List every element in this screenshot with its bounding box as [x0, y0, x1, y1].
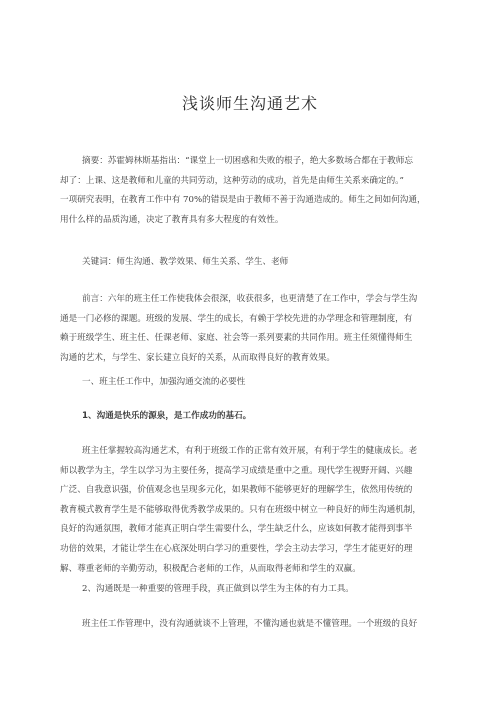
subsection-heading: 2、沟通既是一种重要的管理手段，真正做到以学生为主体的有力工具。: [82, 584, 354, 594]
body-1-paragraph: [60, 442, 444, 579]
document-title: 浅谈师生沟通艺术: [181, 94, 318, 113]
preface-line: 前言：六年的班主任工作使我体会很深，收获很多，也更清楚了在工作中，学会与学生沟: [82, 294, 418, 304]
body-line: 广泛、自我意识强，价值观念也呈现多元化，如果教师不能够更好的理解学生，依然用传统的: [60, 485, 413, 496]
sub-2-heading: [60, 580, 444, 600]
body-line: 良好的沟通氛围，教师才能真正明白学生需要什么，学生缺乏什么，应该如何教才能得到事半: [60, 524, 413, 535]
preface-line: 沟通的艺术，与学生、家长建立良好的关系，从而取得良好的教育效果。: [60, 352, 336, 363]
body-line: 班主任工作管理中，没有沟通就谈不上管理，不懂沟通也就是不懂管理。一个班级的良好: [82, 619, 418, 629]
body-line: 师以教学为主，学生以学习为主要任务，提高学习成绩是重中之重。现代学生视野开阔、兴趣: [60, 465, 413, 476]
subsection-heading: 1、沟通是快乐的源泉，是工作成功的基石。: [82, 411, 252, 421]
abstract-line: 摘要：苏霍姆林斯基指出：“课堂上一切困惑和失败的根子，绝大多数场合都在于教师忘: [82, 156, 413, 166]
abstract-line: 一项研究表明，在教育工作中有 70%的错误是由于教师不善于沟通造成的。师生之间如何沟通，: [60, 195, 426, 206]
preface-paragraph: [60, 290, 444, 368]
abstract-line: 用什么样的品质沟通，决定了教育具有多大程度的有效性。: [60, 214, 284, 225]
abstract-line: 却了：上课、这是教师和儿童的共同劳动，这种劳动的成功，首先是由师生关系来确定的。”: [60, 175, 404, 186]
sub-1-heading: [60, 407, 444, 427]
keywords-line: 关键词：师生沟通、教学效果、师生关系、学生、老师: [82, 257, 289, 267]
abstract-paragraph: [60, 152, 444, 230]
body-line: 班主任掌握较高沟通艺术，有利于班级工作的正常有效开展，有利于学生的健康成长。老: [82, 446, 418, 456]
preface-line: 通是一门必修的课题。班级的发展、学生的成长，有赖于学校先进的办学理念和管理制度，有: [60, 313, 413, 324]
section-1-heading: [60, 373, 444, 393]
keywords-paragraph: [60, 253, 444, 273]
body-line: 教育模式教育学生是不能够取得优秀教学成果的。只有在班级中树立一种良好的师生沟通机制，: [60, 504, 421, 515]
body-line: 解、尊重老师的辛勤劳动，积极配合老师的工作，从而取得老师和学生的双赢。: [60, 563, 361, 574]
body-line: 功倍的效果，才能让学生在心底深处明白学习的重要性，学会主动去学习，学生才能更好的理: [60, 543, 413, 554]
section-heading: 一、班主任工作中，加强沟通交流的必要性: [82, 377, 246, 387]
preface-line: 赖于班级学生、班主任、任课老师、家庭、社会等一系列要素的共同作用。班主任须懂得师生: [60, 333, 413, 344]
body-2-paragraph: [60, 615, 444, 635]
